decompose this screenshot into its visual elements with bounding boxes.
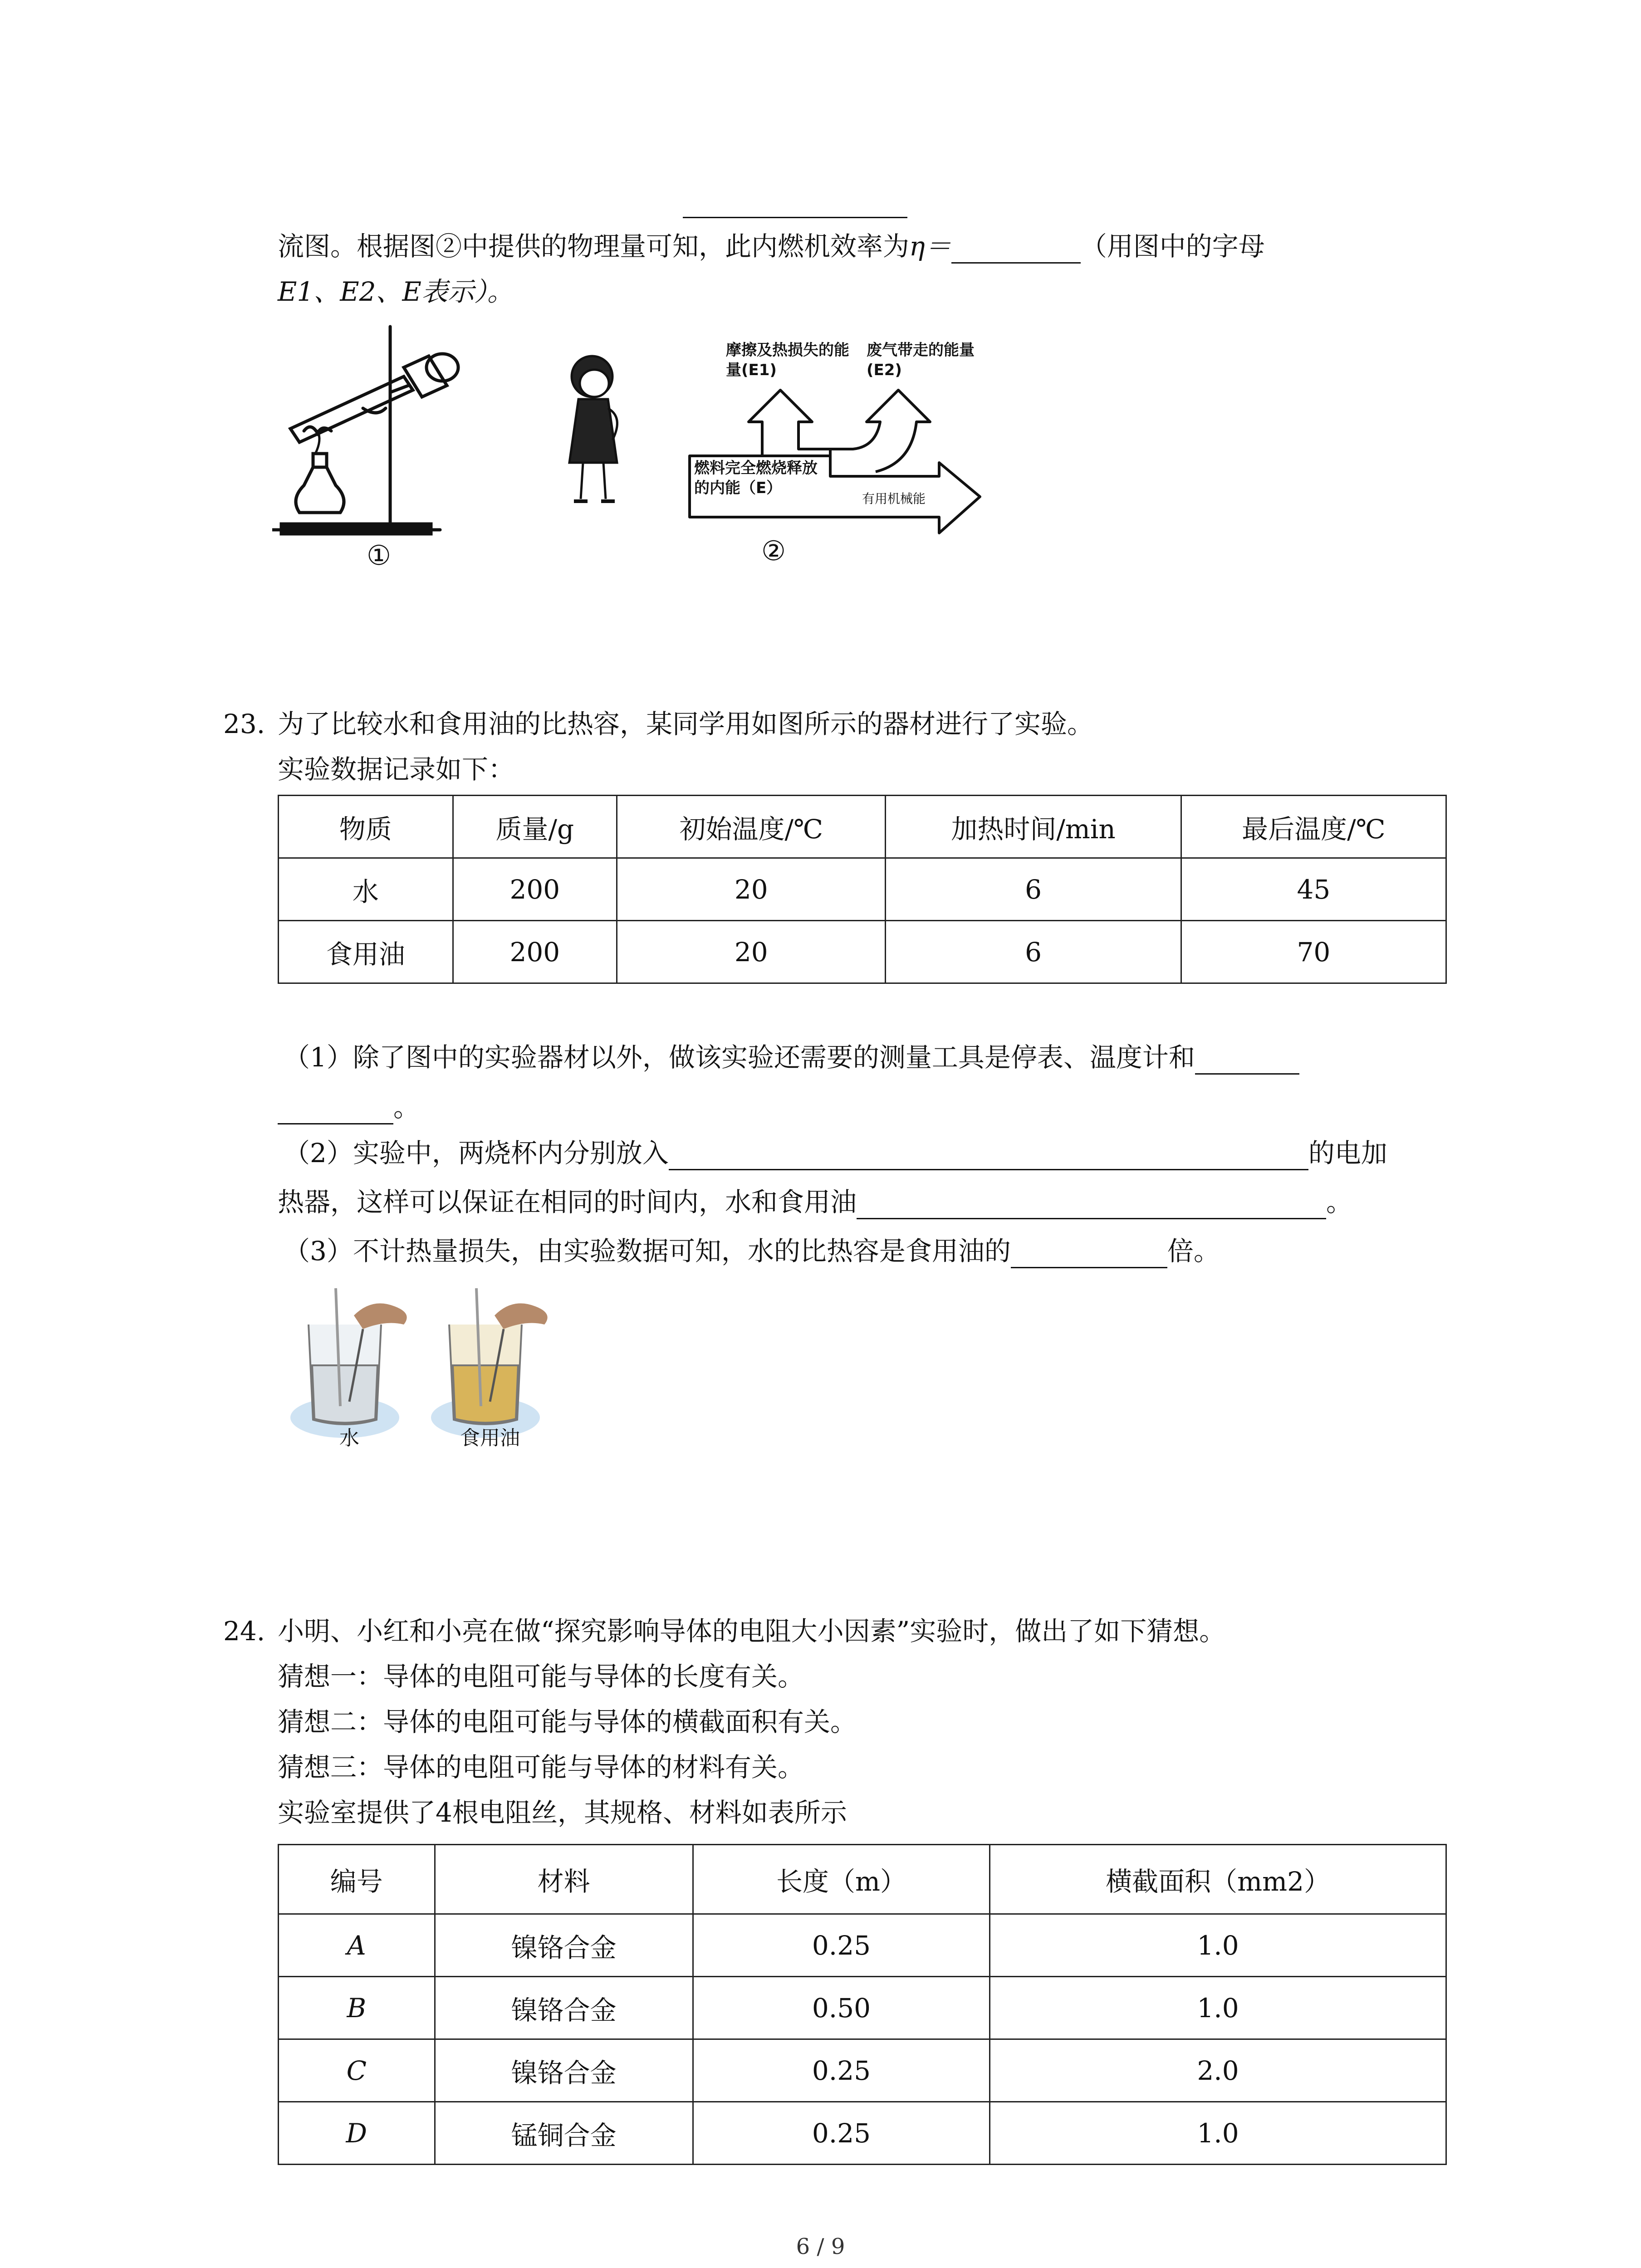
q23-sub3-line bbox=[284, 1234, 1220, 1268]
figure2-energy-flow bbox=[685, 331, 1003, 567]
q24-guess1: 猜想一：导体的电阻可能与导体的长度有关。 bbox=[278, 1661, 804, 1692]
header-initial-temp: 初始温度/℃ bbox=[617, 796, 886, 858]
cell: 0.25 bbox=[693, 1914, 989, 1977]
q23-sub2-line2 bbox=[278, 1185, 1352, 1219]
q22-line1 bbox=[278, 229, 1265, 264]
girl-figure bbox=[549, 349, 640, 522]
cell: A bbox=[279, 1914, 435, 1977]
q23-sub1-line2 bbox=[278, 1090, 420, 1124]
cell: 锰铜合金 bbox=[435, 2102, 693, 2165]
cell: 70 bbox=[1181, 921, 1446, 983]
q24-guess2: 猜想二：导体的电阻可能与导体的横截面积有关。 bbox=[278, 1706, 857, 1737]
top-blank-fragment bbox=[683, 217, 907, 218]
page-number: 6 / 9 bbox=[796, 2234, 845, 2259]
ratio-blank[interactable] bbox=[1011, 1242, 1167, 1268]
figure1-label: ① bbox=[367, 540, 391, 572]
heat-absorbed-blank[interactable] bbox=[857, 1193, 1326, 1219]
q22-text-a: 流图。根据图②中提供的物理量可知，此内燃机效率为 bbox=[278, 231, 910, 262]
q23-sub2-text-a: （2）实验中，两烧杯内分别放入 bbox=[284, 1138, 669, 1168]
q23-data-table bbox=[278, 795, 1447, 984]
q24-stem: 小明、小红和小亮在做“探究影响导体的电阻大小因素”实验时，做出了如下猜想。 bbox=[278, 1616, 1226, 1647]
cell: 1.0 bbox=[990, 1977, 1446, 2039]
cell: 200 bbox=[453, 858, 617, 921]
useful-energy-label: 有用机械能 bbox=[862, 491, 926, 506]
q24-intro: 实验室提供了4根电阻丝，其规格、材料如表所示 bbox=[278, 1797, 847, 1828]
beakers-image bbox=[286, 1288, 594, 1452]
cell: 20 bbox=[617, 858, 886, 921]
oil-label: 食用油 bbox=[460, 1427, 520, 1450]
tool-blank-b[interactable] bbox=[278, 1098, 393, 1124]
q23-sub1-line1 bbox=[284, 1040, 1299, 1075]
q23-sub2-text-c: 热器，这样可以保证在相同的时间内，水和食用油 bbox=[278, 1187, 857, 1217]
cell: 镍铬合金 bbox=[435, 1914, 693, 1977]
efficiency-blank[interactable] bbox=[951, 237, 1081, 264]
table-row bbox=[279, 1977, 1446, 2039]
q23-number: 23. bbox=[223, 709, 265, 739]
q23-stem: 为了比较水和食用油的比热容，某同学用如图所示的器材进行了实验。 bbox=[278, 709, 1094, 739]
heater-blank[interactable] bbox=[669, 1144, 1308, 1170]
table-row bbox=[279, 921, 1446, 983]
q23-sub2-line1 bbox=[284, 1136, 1387, 1170]
cell: 2.0 bbox=[990, 2039, 1446, 2102]
eta-symbol: η＝ bbox=[909, 231, 951, 262]
cell: 6 bbox=[886, 921, 1181, 983]
cell: 200 bbox=[453, 921, 617, 983]
cell: 水 bbox=[279, 858, 453, 921]
q23-sub1-end: 。 bbox=[393, 1092, 420, 1123]
q23-sub2-text-d: 。 bbox=[1326, 1187, 1353, 1217]
figure1-apparatus bbox=[272, 318, 485, 572]
cell: 0.50 bbox=[693, 1977, 989, 2039]
cell: 6 bbox=[886, 858, 1181, 921]
cell: C bbox=[279, 2039, 435, 2102]
cell: 镍铬合金 bbox=[435, 1977, 693, 2039]
cell: B bbox=[279, 1977, 435, 2039]
q22-line2: E1、E2、E表示）。 bbox=[278, 276, 514, 307]
q24-guess3: 猜想三：导体的电阻可能与导体的材料有关。 bbox=[278, 1752, 804, 1783]
cell: 0.25 bbox=[693, 2102, 989, 2165]
header-mass: 质量/g bbox=[453, 796, 617, 858]
cell: 20 bbox=[617, 921, 886, 983]
cell: D bbox=[279, 2102, 435, 2165]
header-area: 横截面积（mm2） bbox=[990, 1845, 1446, 1914]
cell: 食用油 bbox=[279, 921, 453, 983]
tool-blank-a[interactable] bbox=[1195, 1048, 1299, 1075]
friction-loss-label: 摩擦及热损失的能量(E1) bbox=[726, 341, 849, 379]
q23-sub2-text-b: 的电加 bbox=[1308, 1138, 1387, 1168]
q24-number: 24. bbox=[223, 1616, 265, 1647]
q23-line1 bbox=[223, 707, 1093, 741]
table-row bbox=[279, 858, 1446, 921]
water-label: 水 bbox=[339, 1427, 359, 1450]
cell: 0.25 bbox=[693, 2039, 989, 2102]
header-final-temp: 最后温度/℃ bbox=[1181, 796, 1446, 858]
table-row bbox=[279, 2102, 1446, 2165]
q23-sub3-text-b: 倍。 bbox=[1167, 1236, 1220, 1266]
header-substance: 物质 bbox=[279, 796, 453, 858]
cell: 镍铬合金 bbox=[435, 2039, 693, 2102]
figure2-label: ② bbox=[761, 535, 786, 567]
header-length: 长度（m） bbox=[693, 1845, 989, 1914]
exhaust-loss-label: 废气带走的能量(E2) bbox=[867, 341, 975, 379]
table-row bbox=[279, 2039, 1446, 2102]
cell: 1.0 bbox=[990, 2102, 1446, 2165]
fuel-energy-label: 燃料完全燃烧释放的内能（E） bbox=[694, 459, 818, 497]
table-header-row bbox=[279, 796, 1446, 858]
cell: 1.0 bbox=[990, 1914, 1446, 1977]
q24-line1 bbox=[223, 1614, 1225, 1648]
q23-record-intro: 实验数据记录如下： bbox=[278, 754, 515, 785]
header-material: 材料 bbox=[435, 1845, 693, 1914]
q23-sub1-text: （1）除了图中的实验器材以外，做该实验还需要的测量工具是停表、温度计和 bbox=[284, 1042, 1195, 1073]
cell: 45 bbox=[1181, 858, 1446, 921]
q23-sub3-text-a: （3）不计热量损失，由实验数据可知，水的比热容是食用油的 bbox=[284, 1236, 1011, 1266]
header-heating-time: 加热时间/min bbox=[886, 796, 1181, 858]
header-id: 编号 bbox=[279, 1845, 435, 1914]
table-row bbox=[279, 1914, 1446, 1977]
table-header-row bbox=[279, 1845, 1446, 1914]
q24-wire-table bbox=[278, 1844, 1447, 2165]
q22-text-b: （用图中的字母 bbox=[1080, 231, 1265, 262]
